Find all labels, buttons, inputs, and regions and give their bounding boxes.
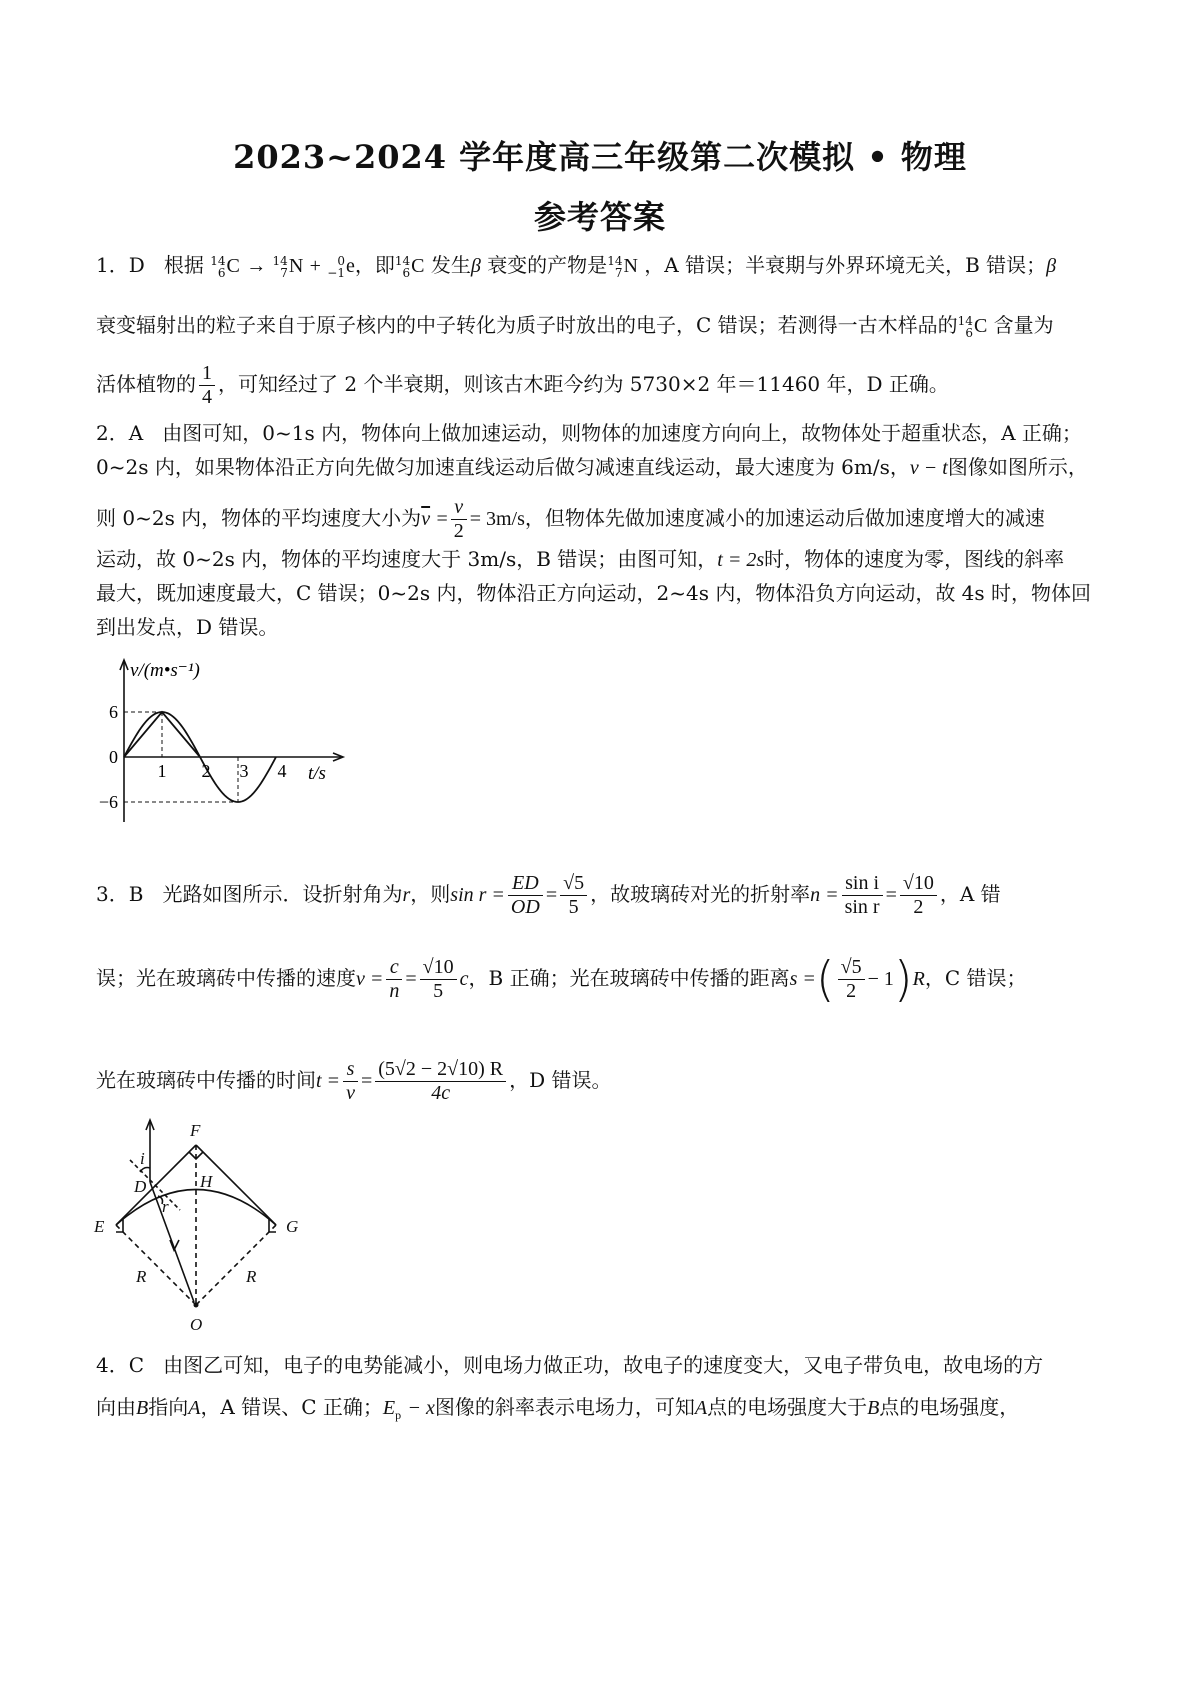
radius-GO	[196, 1225, 276, 1305]
q1-text-1: 根据	[163, 253, 204, 277]
y-tick-label: 0	[109, 747, 118, 767]
label-R-left: R	[136, 1267, 147, 1286]
fraction-one-quarter: $\frac{1}{4}$	[199, 362, 215, 409]
refracted-ray-arrow	[170, 1240, 179, 1250]
page-title: 2023~2024 学年度高三年级第二次模拟 • 物理	[233, 138, 967, 176]
x-tick-label: 4	[277, 761, 287, 781]
q2-line-3: 则 0~2s 内，物体的平均速度大小为$\overline{v}$ = $\frac{v}{2}$ = 3m/s，但物体先做加速度减小的加速运动后做加速度增大的减速	[96, 496, 1045, 542]
c14-nuclide-index: 14 6	[210, 253, 226, 280]
velocity-time-chart	[96, 652, 356, 842]
q4-line-2: 向由B指向A，A 错误、C 正确；$E_p - x$图像的斜率表示电场力，可知A点的电场强度大于B点的电场强度，	[96, 1395, 1020, 1422]
q2-number: 2．A	[96, 421, 144, 445]
x-tick-label: 3	[239, 761, 249, 781]
q3-line-2: 误；光在玻璃砖中传播的速度v = $\frac{c}{n}$ = $\frac{√10}{5}$ c，B 正确；光在玻璃砖中传播的距离s =( $\frac{√5}{2}$ − 1)R，C 错误；	[96, 951, 1027, 1008]
x-tick-label: 1	[157, 761, 167, 781]
label-i: i	[140, 1149, 145, 1168]
q2-line-4: 运动，故 0~2s 内，物体的平均速度大于 3m/s，B 错误；由图可知，t = 2s时，物体的速度为零，图线的斜率	[96, 547, 1065, 571]
label-F: F	[190, 1121, 201, 1140]
label-G: G	[286, 1217, 299, 1236]
q2-line-5: 最大，既加速度最大，C 错误；0~2s 内，物体沿正方向运动，2~4s 内，物体沿负方向运动，故 4s 时，物体回	[96, 581, 1092, 605]
y-tick-label: 6	[109, 702, 118, 722]
electron-index: 0 −1	[327, 253, 345, 280]
q1-line-2: 衰变辐射出的粒子来自于原子核内的中子转化为质子时放出的电子，C 错误；若测得一古木样品的 14 6 C 含量为	[96, 313, 1054, 340]
refracted-ray	[150, 1182, 194, 1302]
y-axis-label: v/(m•s⁻¹)	[130, 660, 200, 681]
y-tick-label: −6	[98, 792, 118, 812]
label-R-right: R	[246, 1267, 257, 1286]
label-D: D	[134, 1177, 147, 1196]
fraction-v-over-2: $\frac{v}{2}$	[451, 496, 467, 543]
q4-number: 4．C	[96, 1353, 145, 1377]
q2-line-6: 到出发点，D 错误。	[96, 615, 279, 639]
x-tick-label: 2	[201, 761, 211, 781]
q2-line-2: 0~2s 内，如果物体沿正方向先做匀加速直线运动后做匀减速直线运动，最大速度为 6m/s，v − t图像如图所示，	[96, 455, 1088, 479]
point-O	[194, 1303, 199, 1308]
label-r: r	[162, 1197, 169, 1216]
q2-line-1: 2．A 由图可知，0~1s 内，物体向上做加速运动，则物体的加速度方向向上，故物体处于超重状态，A 正确；	[96, 421, 1082, 445]
label-E: E	[94, 1217, 105, 1236]
n14-nuclide-index: 14 7	[272, 253, 288, 280]
q1-line-1: 1．D 根据 14 6 C → 14 7 N + 0 −1 e，即 14 6 C 发生β 衰变的产物是 14 7 N ，A 错误；半衰期与外界环境无关，B 错误；β	[96, 253, 1057, 280]
label-H: H	[200, 1172, 213, 1191]
q4-line-1: 4．C 由图乙可知，电子的电势能减小，则电场力做正功，故电子的速度变大，又电子带负电，故电场的方	[96, 1353, 1044, 1377]
q1-number: 1．D	[96, 253, 145, 277]
page-subtitle: 参考答案	[533, 198, 666, 236]
q3-number: 3．B	[96, 882, 144, 906]
refraction-diagram	[88, 1112, 328, 1342]
radius-EO	[116, 1225, 196, 1305]
q1-line-3: 活体植物的 $\frac{1}{4}$ ，可知经过了 2 个半衰期，则该古木距今约为 5730×2 年＝11460 年，D 正确。	[96, 362, 949, 408]
q3-line-3: 光在玻璃砖中传播的时间t = $\frac{s}{v}$ = $\frac{(5√2 - 2√10) R}{4c}$ ，D 错误。	[96, 1058, 612, 1104]
label-O: O	[190, 1315, 203, 1334]
x-axis-label: t/s	[308, 763, 326, 784]
q3-line-1: 3．B 光路如图所示．设折射角为r，则sin r = $\frac{ED}{OD}$ = $\frac{√5}{5}$ ，故玻璃砖对光的折射率n = $\frac{\text{sin i}}{\text{sin r}}$ = $\frac{√10}{2}$ ，A 错	[96, 872, 1001, 918]
